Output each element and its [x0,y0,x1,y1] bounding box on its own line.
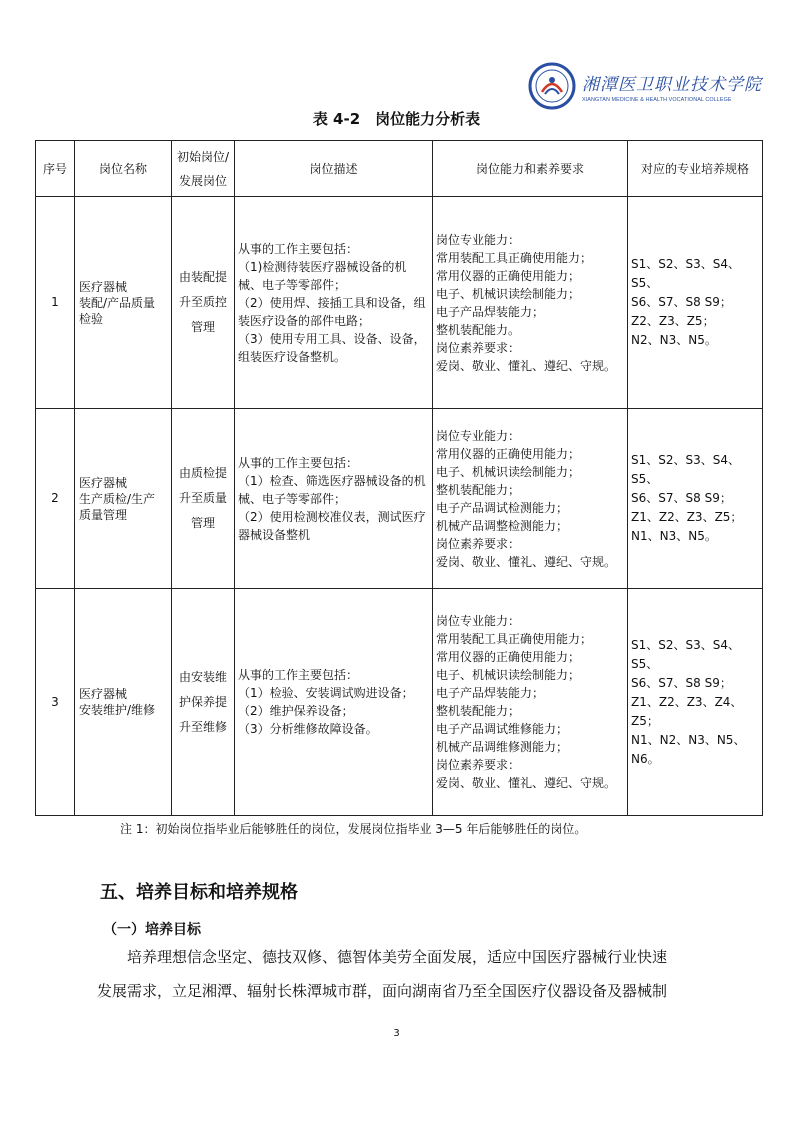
row-desc [235,589,433,816]
row-path-line: 管理 [190,320,215,334]
row-spec-line: S1、S2、S3、S4、S5、 [631,257,741,290]
row-req-line: 电子、机械识读绘制能力； [436,286,581,301]
row-spec-line: N1、N2、N3、N5、N6。 [631,732,746,766]
row-spec-line: N1、N3、N5。 [631,529,717,543]
row-desc-line: （1）检验、安装调试购进设备； [238,686,414,700]
row-req-line: 整机装配能力； [436,704,521,718]
row-req-line: 电子、机械识读绘制能力； [436,464,581,479]
table-row [36,409,763,589]
row-path-line: 升至质量 [178,491,227,505]
table-header-row [36,141,763,197]
row-spec-line: S1、S2、S3、S4、S5、 [631,453,741,486]
row-path-line: 升至维修 [178,719,227,734]
table-row [36,197,763,409]
row-req [433,409,628,589]
row-req-line: 电子产品焊装能力； [436,304,545,319]
row-spec [628,197,763,409]
row-req-line: 常用仪器的正确使用能力； [436,268,581,283]
row-name-line: 质量管理 [79,507,128,522]
college-seal-icon [528,62,576,110]
row-path-line: 由质检提 [178,466,227,480]
row-req-line: 岗位专业能力： [436,614,521,628]
page-number: 3 [393,1028,400,1039]
row-req-line: 整机装配能力； [436,482,521,497]
header-name: 岗位名称 [75,141,172,197]
row-req-line: 岗位专业能力： [436,428,521,443]
row-path-line: 由安装维 [178,669,227,684]
row-name-line: 医疗器械 [79,279,128,294]
row-name-line: 生产质检/生产 [79,491,156,506]
row-req-line: 岗位素养要求： [436,536,521,551]
row-req-line: 常用仪器的正确使用能力； [436,446,581,461]
row-req-line: 机械产品调整检测能力； [436,518,569,533]
row-spec-line: N2、N3、N5。 [631,333,717,347]
row-spec-line: Z1、Z2、Z3、Z5； [631,510,743,524]
row-no: 3 [36,589,75,816]
row-path-line: 由装配提 [178,270,227,284]
header-no: 序号 [36,141,75,197]
logo-english-name: XIANGTAN MEDICINE & HEALTH VOCATIONAL COLLEGE [582,96,732,103]
row-req-line: 电子产品焊装能力； [436,686,545,700]
row-req-line: 电子、机械识读绘制能力； [436,668,581,682]
row-desc-line: （3）分析维修故障设备。 [238,722,378,736]
row-spec-line: Z2、Z3、Z5； [631,314,715,328]
row-name-line: 医疗器械 [79,687,128,701]
logo-chinese-name: 湘潭医卫职业技术学院 [582,74,762,95]
row-name-line: 安装维护/维修 [79,703,156,717]
section-heading: 五、培养目标和培养规格 [100,882,298,903]
row-req [433,197,628,409]
row-name [75,589,172,816]
row-spec-line: S1、S2、S3、S4、S5、 [631,637,741,671]
position-ability-table [35,140,763,816]
row-req-line: 常用装配工具正确使用能力； [436,632,593,646]
row-req-line: 爱岗、敬业、懂礼、遵纪、守规。 [436,776,617,790]
row-spec-line: S6、S7、S8 S9； [631,491,732,505]
row-path-line: 升至质控 [178,295,227,309]
row-req-line: 常用仪器的正确使用能力； [436,650,581,664]
row-desc-line: （1）检查、筛选医疗器械设备的机械、电子等零部件； [238,473,426,506]
paragraph-line: 培养理想信念坚定、德技双修、德智体美劳全面发展，适应中国医疗器械行业快速 [127,948,668,966]
row-req-line: 岗位素养要求： [436,340,521,355]
row-spec-line: S6、S7、S8 S9； [631,675,732,690]
row-req-line: 常用装配工具正确使用能力； [436,250,593,265]
row-req-line: 岗位素养要求： [436,758,521,772]
row-spec-line: S6、S7、S8 S9； [631,295,732,309]
row-desc-line: 从事的工作主要包括： [238,455,359,470]
row-req-line: 爱岗、敬业、懂礼、遵纪、守规。 [436,554,617,569]
row-no: 1 [36,197,75,409]
row-desc [235,409,433,589]
header-desc: 岗位描述 [235,141,433,197]
header-path-line: 初始岗位/ [176,149,230,164]
row-req-line: 岗位专业能力： [436,232,521,247]
row-req-line: 爱岗、敬业、懂礼、遵纪、守规。 [436,358,617,373]
row-desc-line: （2）使用检测校准仪表，测试医疗器械设备整机 [238,509,426,542]
row-spec-line: Z1、Z2、Z3、Z4、Z5； [631,694,743,728]
table-note: 注 1：初始岗位指毕业后能够胜任的岗位，发展岗位指毕业 3—5 年后能够胜任的岗位。 [120,822,587,836]
header-path-line: 发展岗位 [178,173,227,188]
row-req-line: 机械产品调维修测能力； [436,740,569,754]
body-paragraph [97,940,707,1008]
row-name-line: 检验 [79,311,104,326]
row-name [75,197,172,409]
row-path [172,197,235,409]
row-desc [235,197,433,409]
row-req-line: 电子产品调试维修能力； [436,722,569,736]
row-path-line: 护保养提 [178,694,227,709]
header-path [172,141,235,197]
row-req-line: 整机装配能力。 [436,322,521,337]
row-name-line: 装配/产品质量 [79,295,156,310]
row-path [172,589,235,816]
table-row [36,589,763,816]
row-req [433,589,628,816]
row-spec [628,589,763,816]
row-path [172,409,235,589]
row-name [75,409,172,589]
row-spec [628,409,763,589]
college-logo [528,62,762,110]
row-desc-line: 从事的工作主要包括： [238,668,359,682]
table-title: 表 4-2 岗位能力分析表 [312,110,481,128]
row-desc-line: 从事的工作主要包括： [238,241,359,256]
header-req: 岗位能力和素养要求 [433,141,628,197]
row-desc-line: （1)检测待装医疗器械设备的机械、电子等零部件； [238,259,407,292]
header-spec: 对应的专业培养规格 [628,141,763,197]
row-desc-line: （2）使用焊、接插工具和设备，组装医疗设备的部件电路； [238,295,426,328]
row-req-line: 电子产品调试检测能力； [436,500,569,515]
row-no: 2 [36,409,75,589]
row-name-line: 医疗器械 [79,475,128,490]
subsection-heading: （一）培养目标 [103,922,201,938]
row-desc-line: （2）维护保养设备； [238,704,354,718]
row-desc-line: （3）使用专用工具、设备、设备，组装医疗设备整机。 [238,331,426,364]
paragraph-line: 发展需求，立足湘潭、辐射长株潭城市群，面向湖南省乃至全国医疗仪器设备及器械制 [97,982,668,1000]
row-path-line: 管理 [190,516,215,530]
